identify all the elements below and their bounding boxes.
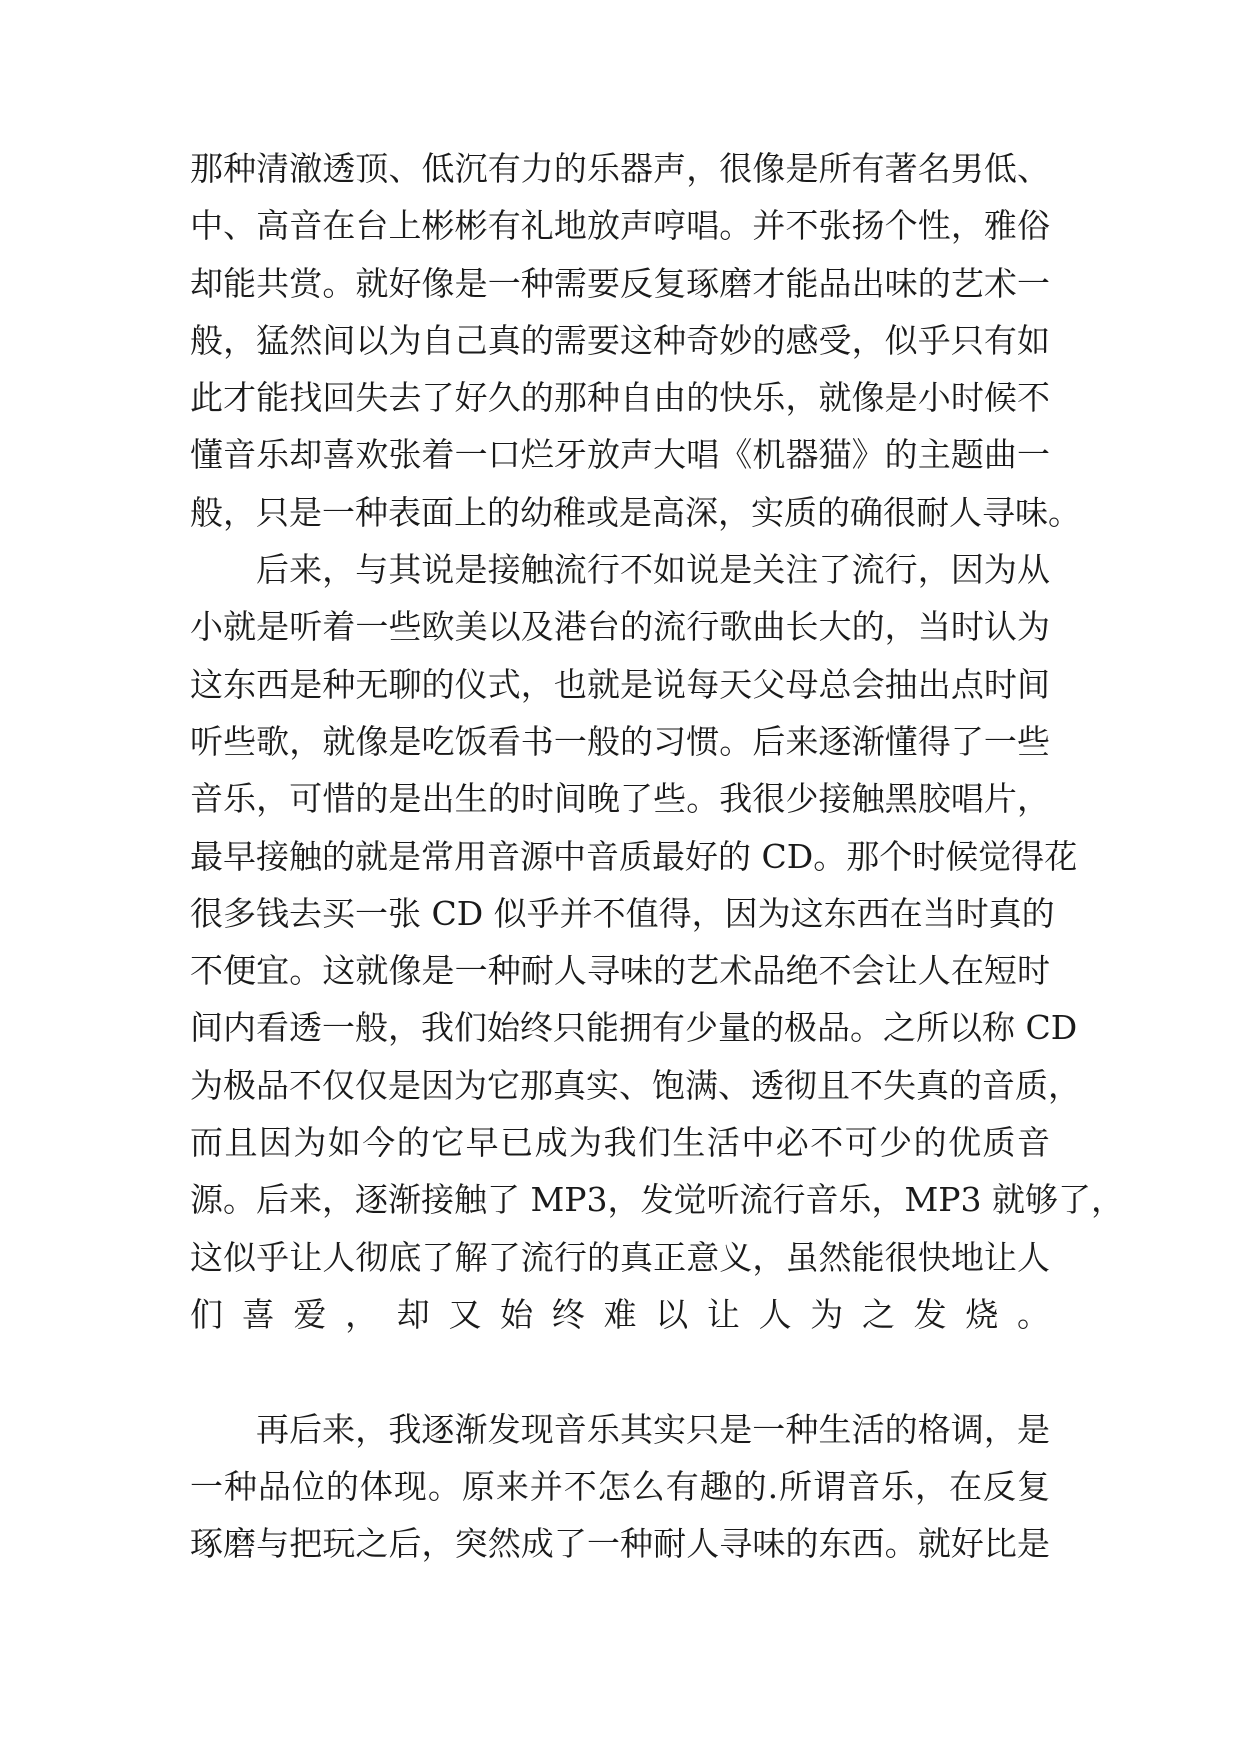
text-line: 音乐，可惜的是出生的时间晚了些。我很少接触黑胶唱片， — [190, 779, 1050, 819]
text-line: 听些歌，就像是吃饭看书一般的习惯。后来逐渐懂得了一些 — [190, 721, 1050, 761]
text-line: 再后来，我逐渐发现音乐其实只是一种生活的格调，是 — [256, 1409, 1050, 1449]
text-line: 却能共赏。就好像是一种需要反复琢磨才能品出味的艺术一 — [190, 263, 1050, 303]
text-line: 那种清澈透顶、低沉有力的乐器声，很像是所有著名男低、 — [190, 149, 1050, 188]
text-line: 这似乎让人彻底了解了流行的真正意义，虽然能很快地让人 — [190, 1237, 1050, 1277]
text-line: 一种品位的体现。原来并不怎么有趣的.所谓音乐，在反复 — [190, 1466, 1050, 1506]
text-line: 此才能找回失去了好久的那种自由的快乐，就像是小时候不 — [190, 378, 1050, 418]
text-line: 间内看透一般，我们始终只能拥有少量的极品。之所以称 CD — [190, 1008, 1078, 1048]
text-line: 最早接触的就是常用音源中音质最好的 CD。那个时候觉得花 — [190, 836, 1078, 876]
text-line: 中、高音在台上彬彬有礼地放声哼唱。并不张扬个性，雅俗 — [190, 206, 1050, 246]
text-line: 般，猛然间以为自己真的需要这种奇妙的感受，似乎只有如 — [190, 320, 1050, 360]
paragraph-3 — [190, 1401, 1050, 1573]
text-line: 为极品不仅仅是因为它那真实、饱满、透彻且不失真的音质， — [190, 1065, 1081, 1105]
text-line: 不便宜。这就像是一种耐人寻味的艺术品绝不会让人在短时 — [190, 951, 1050, 991]
text-line: 而且因为如今的它早已成为我们生活中必不可少的优质音 — [190, 1123, 1050, 1163]
text-line: 后来，与其说是接触流行不如说是关注了流行，因为从 — [256, 550, 1050, 590]
text-line: 们喜爱，却又始终难以让人为之发烧。 — [190, 1294, 1050, 1334]
body-text — [190, 140, 1124, 1572]
text-line: 很多钱去买一张 CD 似乎并不值得，因为这东西在当时真的 — [190, 893, 1055, 933]
paragraph-2 — [190, 541, 1124, 1400]
text-line: 般，只是一种表面上的幼稚或是高深，实质的确很耐人寻味。 — [190, 492, 1081, 532]
text-line: 琢磨与把玩之后，突然成了一种耐人寻味的东西。就好比是 — [190, 1524, 1050, 1564]
text-line: 懂音乐却喜欢张着一口烂牙放声大唱《机器猫》的主题曲一 — [190, 435, 1050, 475]
text-line: 源。后来，逐渐接触了 MP3，发觉听流行音乐，MP3 就够了， — [190, 1180, 1124, 1220]
text-line: 小就是听着一些欧美以及港台的流行歌曲长大的，当时认为 — [190, 607, 1050, 647]
text-line: 这东西是种无聊的仪式，也就是说每天父母总会抽出点时间 — [190, 664, 1050, 704]
paragraph-1 — [190, 140, 1081, 541]
text-line — [190, 1343, 1050, 1400]
